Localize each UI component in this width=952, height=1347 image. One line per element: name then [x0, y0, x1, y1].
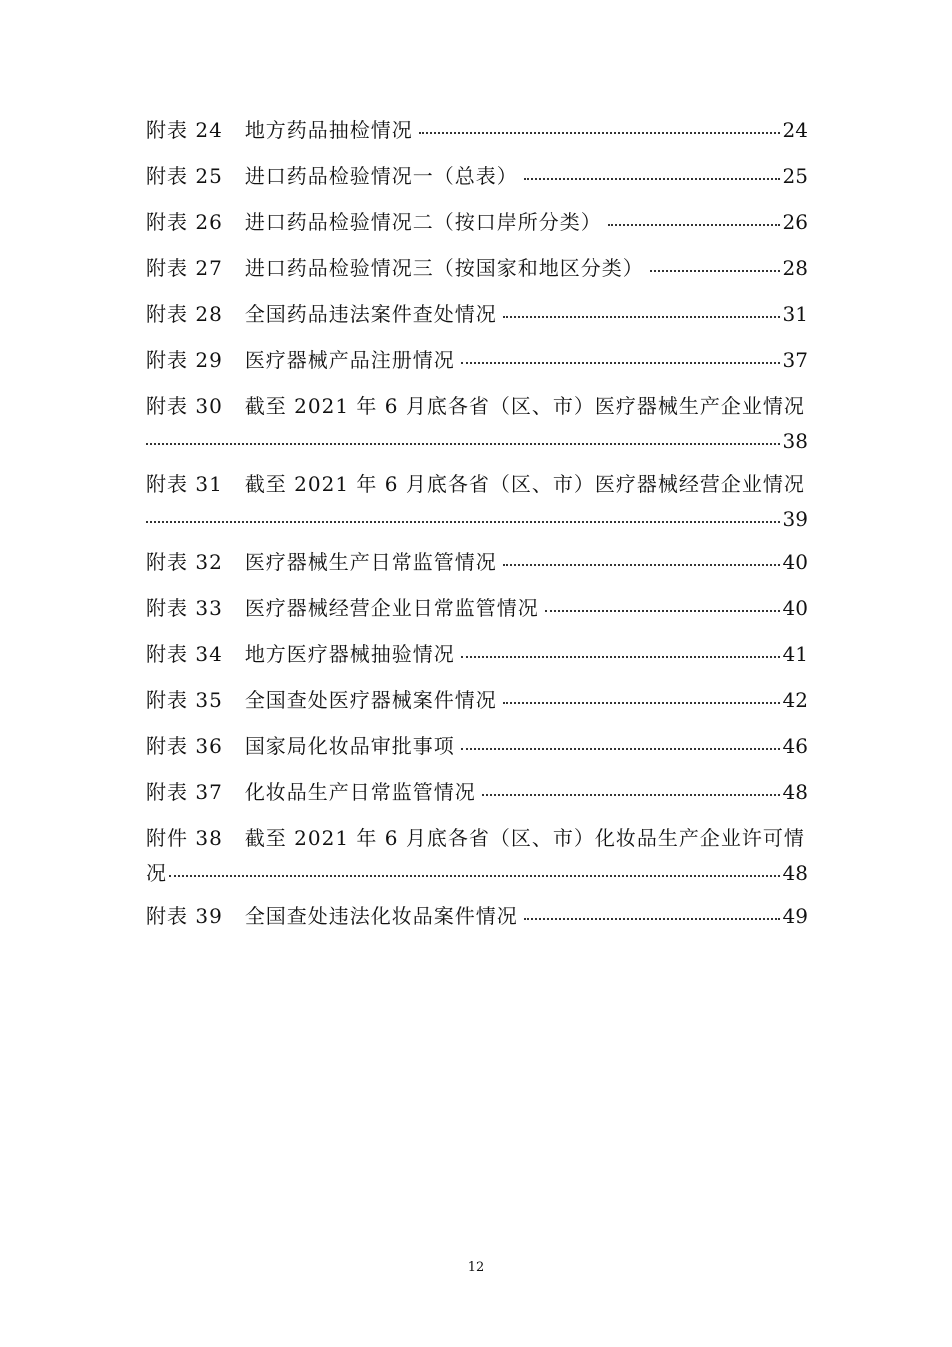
toc-entry-page: 26 — [782, 210, 808, 234]
toc-entry-page: 40 — [782, 596, 808, 620]
toc-entry-page: 42 — [782, 688, 808, 712]
toc-entry-label: 附表 31 — [146, 472, 223, 496]
toc-entry-37[interactable] — [146, 774, 808, 820]
dot-leader — [482, 794, 780, 796]
toc-entry-title: 截至 2021 年 6 月底各省（区、市）医疗器械生产企业情况 — [244, 394, 805, 418]
table-of-contents — [146, 112, 808, 944]
toc-entry-39[interactable] — [146, 898, 808, 944]
toc-entry-page: 48 — [782, 861, 808, 885]
toc-entry-title-continuation: 况 — [146, 861, 167, 885]
toc-entry-31[interactable] — [146, 466, 808, 535]
toc-entry-label: 附表 35 — [146, 688, 223, 712]
toc-entry-line — [146, 388, 808, 428]
toc-entry-label: 附表 37 — [146, 780, 223, 804]
toc-entry-page: 48 — [782, 780, 808, 804]
dot-leader — [419, 132, 780, 134]
toc-entry-label: 附表 33 — [146, 596, 223, 620]
toc-entry-label: 附件 38 — [146, 826, 223, 850]
toc-entry-34[interactable] — [146, 636, 808, 682]
dot-leader — [461, 656, 780, 658]
toc-entry-page: 49 — [782, 904, 808, 928]
toc-entry-28[interactable] — [146, 296, 808, 342]
toc-entry-title: 医疗器械产品注册情况 — [244, 348, 455, 372]
toc-entry-label: 附表 24 — [146, 118, 223, 142]
toc-entry-page: 37 — [782, 348, 808, 372]
toc-entry-title: 截至 2021 年 6 月底各省（区、市）医疗器械经营企业情况 — [244, 472, 805, 496]
toc-entry-line — [146, 860, 808, 889]
toc-entry-label: 附表 25 — [146, 164, 223, 188]
toc-entry-page: 28 — [782, 256, 808, 280]
toc-entry-38[interactable] — [146, 820, 808, 889]
toc-entry-page: 39 — [782, 507, 808, 531]
dot-leader — [503, 316, 780, 318]
toc-entry-30[interactable] — [146, 388, 808, 457]
toc-entry-line — [146, 428, 808, 457]
toc-entry-page: 25 — [782, 164, 808, 188]
toc-entry-title: 进口药品检验情况三（按国家和地区分类） — [244, 256, 644, 280]
toc-entry-label: 附表 29 — [146, 348, 223, 372]
toc-entry-title: 全国查处医疗器械案件情况 — [244, 688, 497, 712]
dot-leader — [169, 875, 780, 877]
toc-entry-title: 进口药品检验情况一（总表） — [244, 164, 518, 188]
dot-leader — [650, 270, 780, 272]
toc-entry-32[interactable] — [146, 544, 808, 590]
toc-entry-title: 全国查处违法化妆品案件情况 — [244, 904, 518, 928]
toc-entry-33[interactable] — [146, 590, 808, 636]
toc-entry-page: 38 — [782, 429, 808, 453]
toc-entry-page: 31 — [782, 302, 808, 326]
toc-entry-page: 40 — [782, 550, 808, 574]
toc-entry-27[interactable] — [146, 250, 808, 296]
toc-entry-title: 地方医疗器械抽验情况 — [244, 642, 455, 666]
toc-entry-page: 24 — [782, 118, 808, 142]
toc-entry-label: 附表 34 — [146, 642, 223, 666]
page-number: 12 — [467, 1260, 485, 1275]
toc-entry-line — [146, 466, 808, 506]
toc-entry-36[interactable] — [146, 728, 808, 774]
toc-entry-25[interactable] — [146, 158, 808, 204]
toc-entry-26[interactable] — [146, 204, 808, 250]
toc-entry-page: 46 — [782, 734, 808, 758]
toc-entry-title: 医疗器械生产日常监管情况 — [244, 550, 497, 574]
toc-entry-label: 附表 32 — [146, 550, 223, 574]
toc-entry-29[interactable] — [146, 342, 808, 388]
dot-leader — [524, 918, 780, 920]
dot-leader — [146, 443, 780, 445]
toc-entry-label: 附表 28 — [146, 302, 223, 326]
dot-leader — [545, 610, 780, 612]
toc-entry-line — [146, 506, 808, 535]
dot-leader — [503, 702, 780, 704]
toc-entry-label: 附表 27 — [146, 256, 223, 280]
toc-entry-title: 全国药品违法案件查处情况 — [244, 302, 497, 326]
dot-leader — [608, 224, 780, 226]
toc-entry-35[interactable] — [146, 682, 808, 728]
toc-entry-title: 化妆品生产日常监管情况 — [244, 780, 476, 804]
toc-entry-label: 附表 30 — [146, 394, 223, 418]
dot-leader — [146, 521, 780, 523]
toc-entry-label: 附表 26 — [146, 210, 223, 234]
toc-entry-label: 附表 39 — [146, 904, 223, 928]
toc-entry-title: 医疗器械经营企业日常监管情况 — [244, 596, 539, 620]
toc-entry-line — [146, 820, 808, 860]
toc-entry-page: 41 — [782, 642, 808, 666]
dot-leader — [461, 748, 780, 750]
dot-leader — [524, 178, 780, 180]
dot-leader — [503, 564, 780, 566]
toc-entry-title: 地方药品抽检情况 — [244, 118, 413, 142]
dot-leader — [461, 362, 780, 364]
toc-entry-label: 附表 36 — [146, 734, 223, 758]
toc-entry-title: 进口药品检验情况二（按口岸所分类） — [244, 210, 602, 234]
toc-entry-24[interactable] — [146, 112, 808, 158]
toc-entry-title: 国家局化妆品审批事项 — [244, 734, 455, 758]
toc-entry-title: 截至 2021 年 6 月底各省（区、市）化妆品生产企业许可情 — [244, 826, 805, 850]
